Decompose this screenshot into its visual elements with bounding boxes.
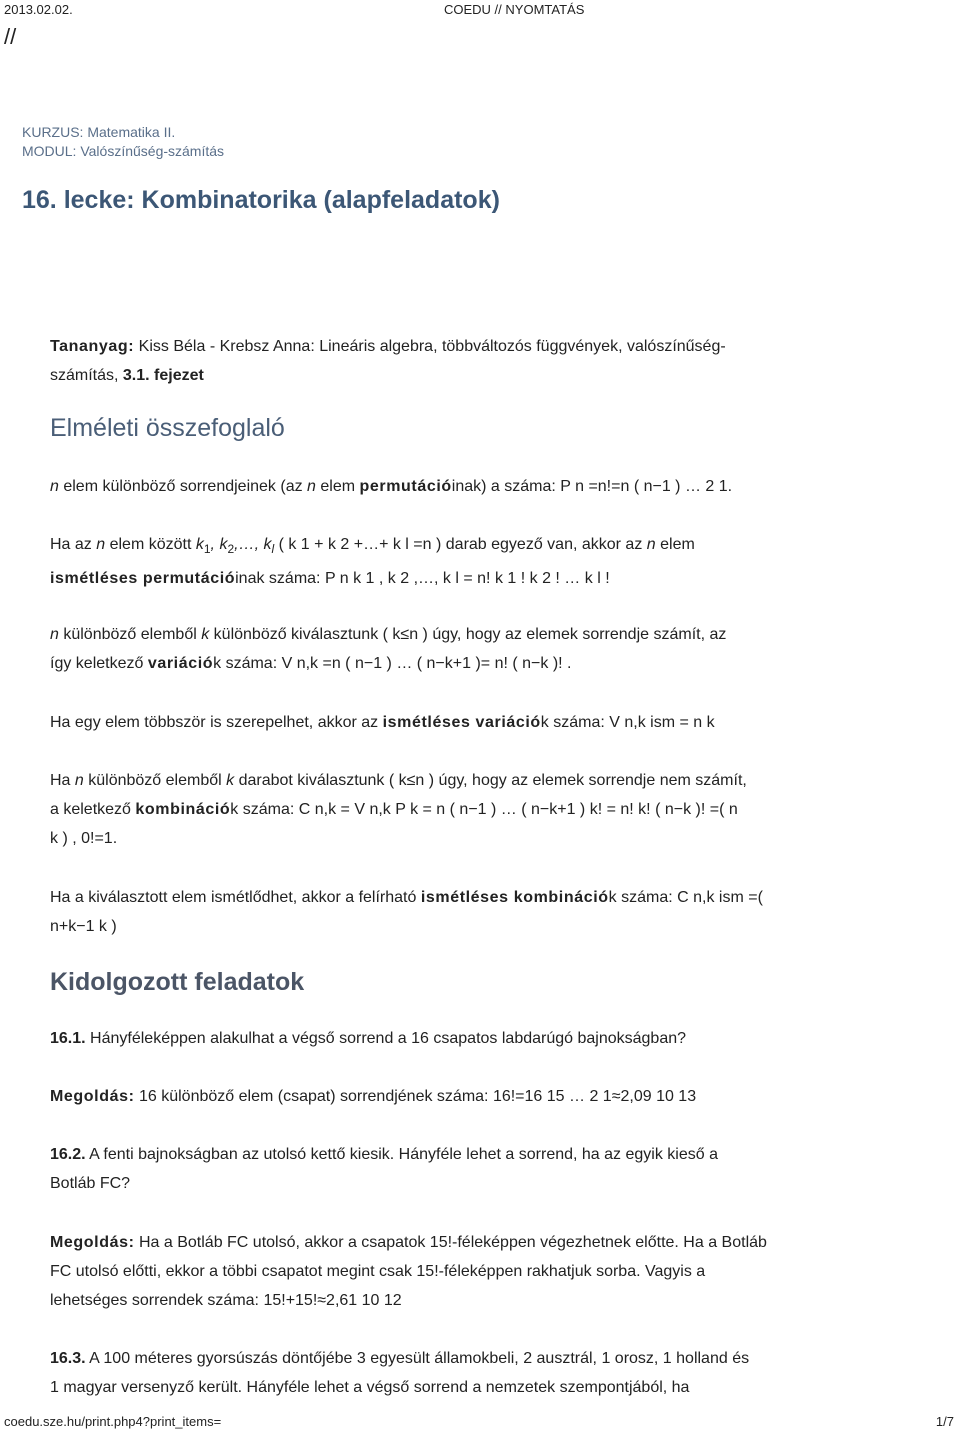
term-ismetleses-kombinacio: ismétléses kombináció — [420, 889, 609, 906]
section-heading-theory: Elméleti összefoglaló — [50, 414, 285, 442]
text: elem különböző sorrendjeinek (az — [58, 478, 308, 495]
solution-text: FC utolsó előtti, ekkor a többi csapatot megint csak 15!-féleképpen rakhatjuk sorba. Vagyis a — [50, 1263, 706, 1280]
print-date: 2013.02.02. — [4, 2, 73, 17]
text: elem — [315, 478, 360, 495]
formula-text: inak száma: P n k 1 , k 2 ,…, k l = n! k 1 ! k 2 ! … k l ! — [235, 570, 610, 588]
text: Ha a kiválasztott elem ismétlődhet, akkor a felírható — [50, 889, 421, 906]
subscript: l — [271, 542, 275, 557]
text: Ha az — [50, 536, 97, 553]
solution-text: Ha a Botláb FC utolsó, akkor a csapatok 15!-féleképpen végezhetnek előtte. Ha a Botláb — [134, 1234, 767, 1251]
text: elem között — [105, 536, 196, 553]
formula-text: k száma: C n,k = V n,k P k = n ( n−1 ) … ( n−k+1 ) k! = n! k! ( n−k )! =( n — [230, 801, 738, 818]
var-n: n — [96, 536, 106, 553]
theory-rep-combination — [50, 883, 910, 941]
formula-text: n+k−1 k ) — [50, 918, 117, 935]
formula-text: inak) a száma: P n =n!=n ( n−1 ) … 2 1. — [451, 478, 733, 495]
problem-number: 16.2. — [50, 1146, 86, 1163]
solution-16-1 — [50, 1082, 910, 1111]
var-n: n — [50, 478, 59, 495]
problem-16-2 — [50, 1140, 910, 1198]
module-label: MODUL: Valószínűség-számítás — [22, 143, 225, 159]
var-k: ,…, k — [234, 536, 272, 553]
text: különböző kiválasztunk ( k≤n ) úgy, hogy az elemek sorrendje számít, az — [209, 626, 727, 643]
text: így keletkező — [50, 655, 148, 672]
header-slashes: // — [4, 24, 17, 49]
problem-number: 16.3. — [50, 1350, 86, 1367]
problem-text: Hányféleképpen alakulhat a végső sorrend a 16 csapatos labdarúgó bajnokságban? — [85, 1030, 687, 1047]
var-k: , k — [210, 536, 228, 553]
text: Ha — [50, 772, 75, 789]
subscript: 2 — [227, 542, 235, 557]
term-variacio: variáció — [147, 655, 214, 672]
tananyag-label: Tananyag: — [50, 338, 135, 355]
term-ismetleses-permutacio: ismétléses permutáció — [50, 570, 236, 588]
var-k: k — [201, 626, 210, 643]
tananyag-block — [50, 332, 910, 390]
formula-text: k ) , 0!=1. — [50, 830, 118, 847]
var-k: k — [195, 536, 204, 553]
solution-16-2 — [50, 1228, 910, 1315]
tananyag-text: Kiss Béla - Krebsz Anna: Lineáris algebra, többváltozós függvények, valószínűség- — [134, 338, 726, 355]
print-title: COEDU // NYOMTATÁS — [444, 2, 585, 17]
var-n: n — [307, 478, 316, 495]
var-k: k — [226, 772, 235, 789]
lesson-title: 16. lecke: Kombinatorika (alapfeladatok) — [22, 186, 500, 214]
print-url: coedu.sze.hu/print.php4?print_items= — [4, 1414, 222, 1429]
text: ( k 1 + k 2 +…+ k l =n ) darab egyező van, akkor az — [274, 536, 647, 553]
term-kombinacio: kombináció — [135, 801, 231, 818]
theory-rep-permutation — [50, 530, 910, 593]
formula-text: k száma: C n,k ism =( — [608, 889, 763, 906]
problem-number: 16.1. — [50, 1030, 86, 1047]
term-ismetleses-variacio: ismétléses variáció — [382, 714, 541, 731]
problem-16-3 — [50, 1344, 910, 1402]
text: elem — [655, 536, 695, 553]
page-number: 1/7 — [935, 1414, 954, 1429]
theory-combination — [50, 766, 910, 853]
var-n: n — [50, 626, 59, 643]
text: Ha egy elem többször is szerepelhet, akkor az — [50, 714, 383, 731]
tananyag-chapter: 3.1. fejezet — [122, 367, 204, 384]
problem-text: A fenti bajnokságban az utolsó kettő kiesik. Hányféle lehet a sorrend, ha az egyik kieső a — [85, 1146, 718, 1163]
theory-variation — [50, 620, 910, 678]
solution-label: Megoldás: — [50, 1088, 135, 1105]
term-permutacio: permutáció — [359, 478, 452, 495]
course-label: KURZUS: Matematika II. — [22, 124, 176, 140]
problem-16-1 — [50, 1024, 910, 1053]
subscript: 1 — [203, 542, 211, 557]
text: különböző elemből — [58, 626, 202, 643]
problem-text: 1 magyar versenyző került. Hányféle lehet a végső sorrend a nemzetek szempontjából, ha — [50, 1379, 690, 1396]
tananyag-text-2: számítás, — [50, 367, 123, 384]
problem-text: Botláb FC? — [50, 1175, 131, 1192]
section-heading-worked: Kidolgozott feladatok — [50, 968, 305, 996]
var-n: n — [646, 536, 656, 553]
solution-text: lehetséges sorrendek száma: 15!+15!≈2,61 10 12 — [50, 1292, 402, 1309]
theory-rep-variation — [50, 708, 910, 737]
formula-text: k száma: V n,k =n ( n−1 ) … ( n−k+1 )= n! ( n−k )! . — [213, 655, 572, 672]
solution-text: 16 különböző elem (csapat) sorrendjének száma: 16!=16 15 … 2 1≈2,09 10 13 — [134, 1088, 697, 1105]
formula-text: k száma: V n,k ism = n k — [540, 714, 715, 731]
theory-permutation — [50, 472, 910, 501]
text: különböző elemből — [83, 772, 227, 789]
problem-text: A 100 méteres gyorsúszás döntőjébe 3 egyesült államokbeli, 2 ausztrál, 1 orosz, 1 holland és — [85, 1350, 750, 1367]
text: a keletkező — [50, 801, 136, 818]
text: darabot kiválasztunk ( k≤n ) úgy, hogy az elemek sorrendje nem számít, — [234, 772, 747, 789]
solution-label: Megoldás: — [50, 1234, 135, 1251]
var-n: n — [74, 772, 84, 789]
